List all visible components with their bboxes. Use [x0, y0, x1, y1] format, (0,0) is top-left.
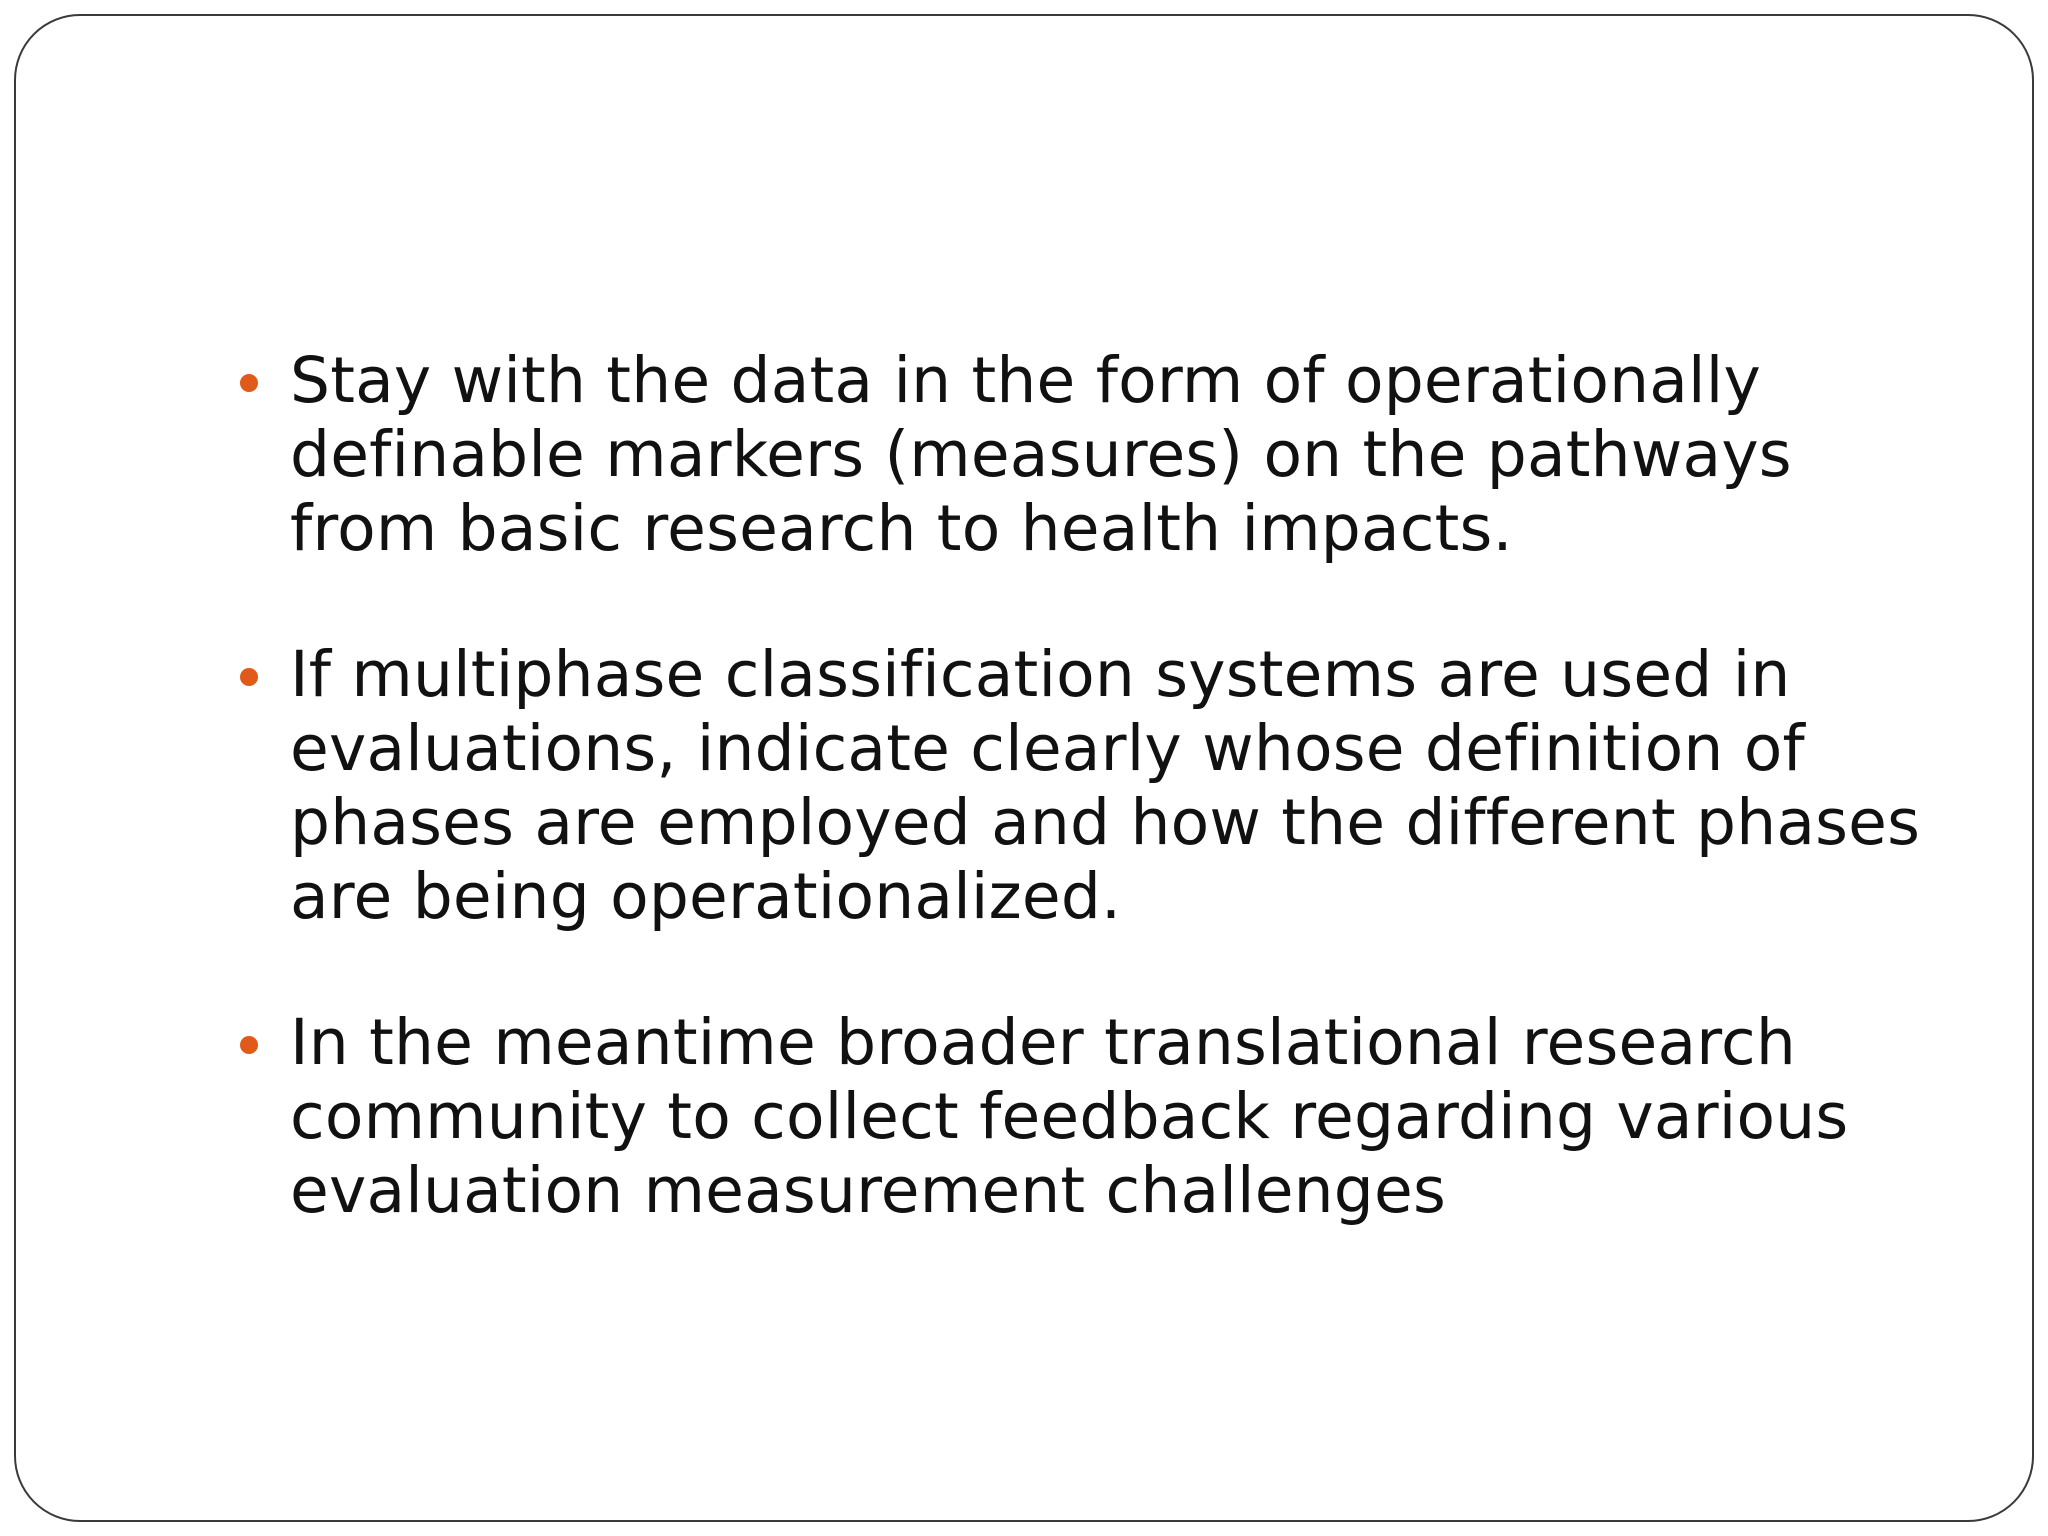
bullet-text-3 [290, 1006, 1972, 1228]
bullet-list [16, 344, 2032, 1300]
bullet-text-1 [290, 344, 1972, 566]
bullet-line: evaluations, indicate clearly whose definition of [290, 712, 1805, 785]
bullet-line: are being operationalized. [290, 860, 1122, 933]
bullet-line: from basic research to health impacts. [290, 492, 1513, 565]
bullet-dot-icon [240, 668, 258, 686]
bullet-item-2 [16, 638, 2032, 934]
bullet-item-1 [16, 344, 2032, 566]
bullet-dot-icon [240, 374, 258, 392]
bullet-line: definable markers (measures) on the pathways [290, 418, 1792, 491]
bullet-line: community to collect feedback regarding various [290, 1080, 1849, 1153]
bullet-line: In the meantime broader translational research [290, 1006, 1796, 1079]
slide-frame [14, 14, 2034, 1522]
bullet-item-3 [16, 1006, 2032, 1228]
bullet-line: evaluation measurement challenges [290, 1154, 1446, 1227]
bullet-text-2 [290, 638, 1972, 934]
bullet-line: Stay with the data in the form of operationally [290, 344, 1761, 417]
bullet-dot-icon [240, 1036, 258, 1054]
bullet-line: If multiphase classification systems are used in [290, 638, 1791, 711]
bullet-line: phases are employed and how the different phases [290, 786, 1921, 859]
